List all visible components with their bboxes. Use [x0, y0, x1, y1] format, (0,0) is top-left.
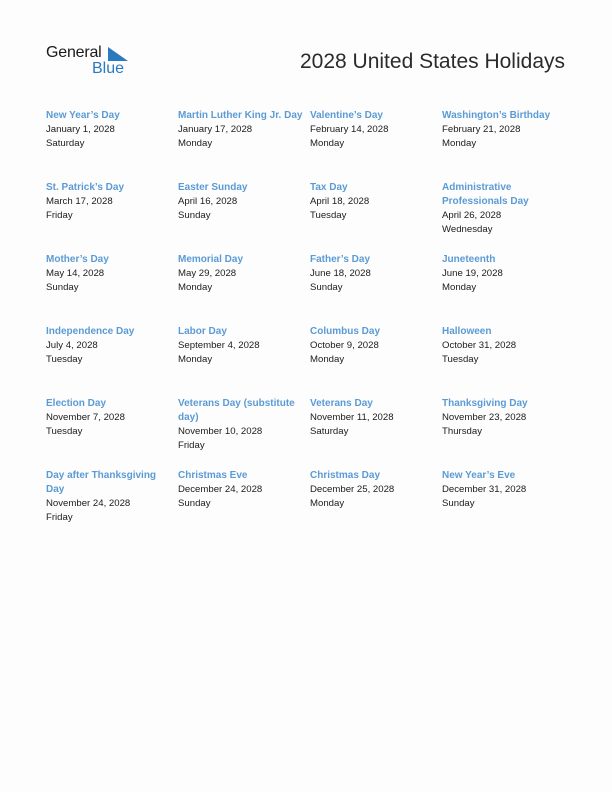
logo-text-general: General	[46, 44, 102, 61]
holiday-entry	[310, 181, 442, 253]
holiday-entry	[178, 109, 310, 181]
holiday-entry	[442, 253, 566, 325]
holiday-entry	[178, 469, 310, 541]
holiday-weekday: Friday	[46, 512, 73, 523]
holiday-name: Christmas Day	[310, 470, 381, 481]
holiday-weekday: Sunday	[46, 282, 79, 293]
holiday-name: Thanksgiving Day	[442, 398, 528, 409]
holiday-date: May 14, 2028	[46, 268, 105, 279]
holiday-entry	[442, 181, 566, 253]
holiday-date: February 14, 2028	[310, 124, 389, 135]
holiday-name: Independence Day	[46, 326, 135, 337]
holiday-weekday: Monday	[442, 138, 477, 149]
holiday-weekday: Monday	[442, 282, 477, 293]
holiday-date: November 7, 2028	[46, 412, 125, 423]
holiday-name: Labor Day	[178, 326, 227, 337]
holiday-date: October 9, 2028	[310, 340, 379, 351]
holiday-weekday: Tuesday	[46, 354, 83, 365]
holiday-name: Day after Thanksgiving Day	[46, 470, 157, 495]
page-title: 2028 United States Holidays	[300, 50, 565, 73]
holiday-name: Administrative Professionals Day	[442, 182, 529, 207]
holiday-weekday: Monday	[178, 354, 213, 365]
holiday-weekday: Monday	[310, 138, 345, 149]
holiday-name: New Year’s Eve	[442, 470, 516, 481]
holiday-weekday: Sunday	[310, 282, 343, 293]
holiday-name: New Year’s Day	[46, 110, 120, 121]
holiday-name: Washington’s Birthday	[442, 110, 551, 121]
holiday-date: June 18, 2028	[310, 268, 371, 279]
holiday-name: Mother’s Day	[46, 254, 109, 265]
holiday-weekday: Tuesday	[46, 426, 83, 437]
holiday-entry	[46, 325, 178, 397]
holiday-weekday: Monday	[310, 498, 345, 509]
holiday-entry	[46, 109, 178, 181]
holiday-entry	[310, 397, 442, 469]
holiday-weekday: Sunday	[178, 210, 211, 221]
holiday-weekday: Saturday	[46, 138, 85, 149]
holiday-name: Veterans Day	[310, 398, 373, 409]
holiday-name: Election Day	[46, 398, 107, 409]
holiday-entry	[442, 397, 566, 469]
holiday-date: February 21, 2028	[442, 124, 521, 135]
holiday-date: March 17, 2028	[46, 196, 113, 207]
holiday-entry	[46, 469, 178, 541]
holiday-entry	[178, 397, 310, 469]
holiday-weekday: Saturday	[310, 426, 349, 437]
holiday-entry	[310, 325, 442, 397]
holiday-date: April 18, 2028	[310, 196, 370, 207]
holiday-name: Valentine’s Day	[310, 110, 383, 121]
holiday-date: October 31, 2028	[442, 340, 517, 351]
holiday-entry	[178, 325, 310, 397]
holiday-name: Halloween	[442, 326, 492, 337]
holiday-weekday: Tuesday	[310, 210, 347, 221]
holiday-weekday: Tuesday	[442, 354, 479, 365]
holiday-date: November 23, 2028	[442, 412, 527, 423]
holiday-weekday: Friday	[178, 440, 205, 451]
holiday-date: May 29, 2028	[178, 268, 237, 279]
holiday-date: January 1, 2028	[46, 124, 115, 135]
holiday-name: Christmas Eve	[178, 470, 248, 481]
holiday-date: December 31, 2028	[442, 484, 527, 495]
holiday-entry	[310, 109, 442, 181]
holiday-date: September 4, 2028	[178, 340, 260, 351]
holiday-weekday: Friday	[46, 210, 73, 221]
holiday-entry	[178, 181, 310, 253]
holiday-name: Memorial Day	[178, 254, 244, 265]
holiday-date: November 11, 2028	[310, 412, 394, 423]
holiday-grid	[46, 109, 566, 541]
holiday-entry	[310, 253, 442, 325]
holiday-entry	[442, 109, 566, 181]
holiday-name: Easter Sunday	[178, 182, 248, 193]
holiday-weekday: Monday	[178, 138, 213, 149]
holiday-weekday: Thursday	[442, 426, 482, 437]
holiday-weekday: Monday	[310, 354, 345, 365]
holiday-entry	[178, 253, 310, 325]
holiday-name: St. Patrick’s Day	[46, 182, 125, 193]
logo-text-blue: Blue	[92, 60, 125, 77]
holiday-entry	[46, 181, 178, 253]
holiday-name: Tax Day	[310, 182, 348, 193]
holiday-name: Columbus Day	[310, 326, 381, 337]
holiday-entry	[442, 469, 566, 541]
holiday-entry	[46, 253, 178, 325]
holiday-date: January 17, 2028	[178, 124, 253, 135]
holiday-date: April 26, 2028	[442, 210, 502, 221]
holiday-weekday: Wednesday	[442, 224, 493, 235]
holiday-date: December 24, 2028	[178, 484, 263, 495]
holiday-weekday: Sunday	[442, 498, 475, 509]
holiday-date: July 4, 2028	[46, 340, 98, 351]
holiday-date: April 16, 2028	[178, 196, 238, 207]
holiday-weekday: Sunday	[178, 498, 211, 509]
holiday-date: June 19, 2028	[442, 268, 503, 279]
holiday-weekday: Monday	[178, 282, 213, 293]
holiday-name: Juneteenth	[442, 254, 496, 265]
holiday-entry	[310, 469, 442, 541]
holiday-date: November 24, 2028	[46, 498, 131, 509]
logo-flag-icon	[108, 47, 128, 61]
holiday-name: Veterans Day (substitute day)	[178, 398, 295, 423]
holiday-entry	[46, 397, 178, 469]
holiday-name: Father’s Day	[310, 254, 371, 265]
holiday-date: December 25, 2028	[310, 484, 395, 495]
logo	[46, 44, 130, 80]
holiday-name: Martin Luther King Jr. Day	[178, 110, 303, 121]
holiday-entry	[442, 325, 566, 397]
holiday-date: November 10, 2028	[178, 426, 263, 437]
